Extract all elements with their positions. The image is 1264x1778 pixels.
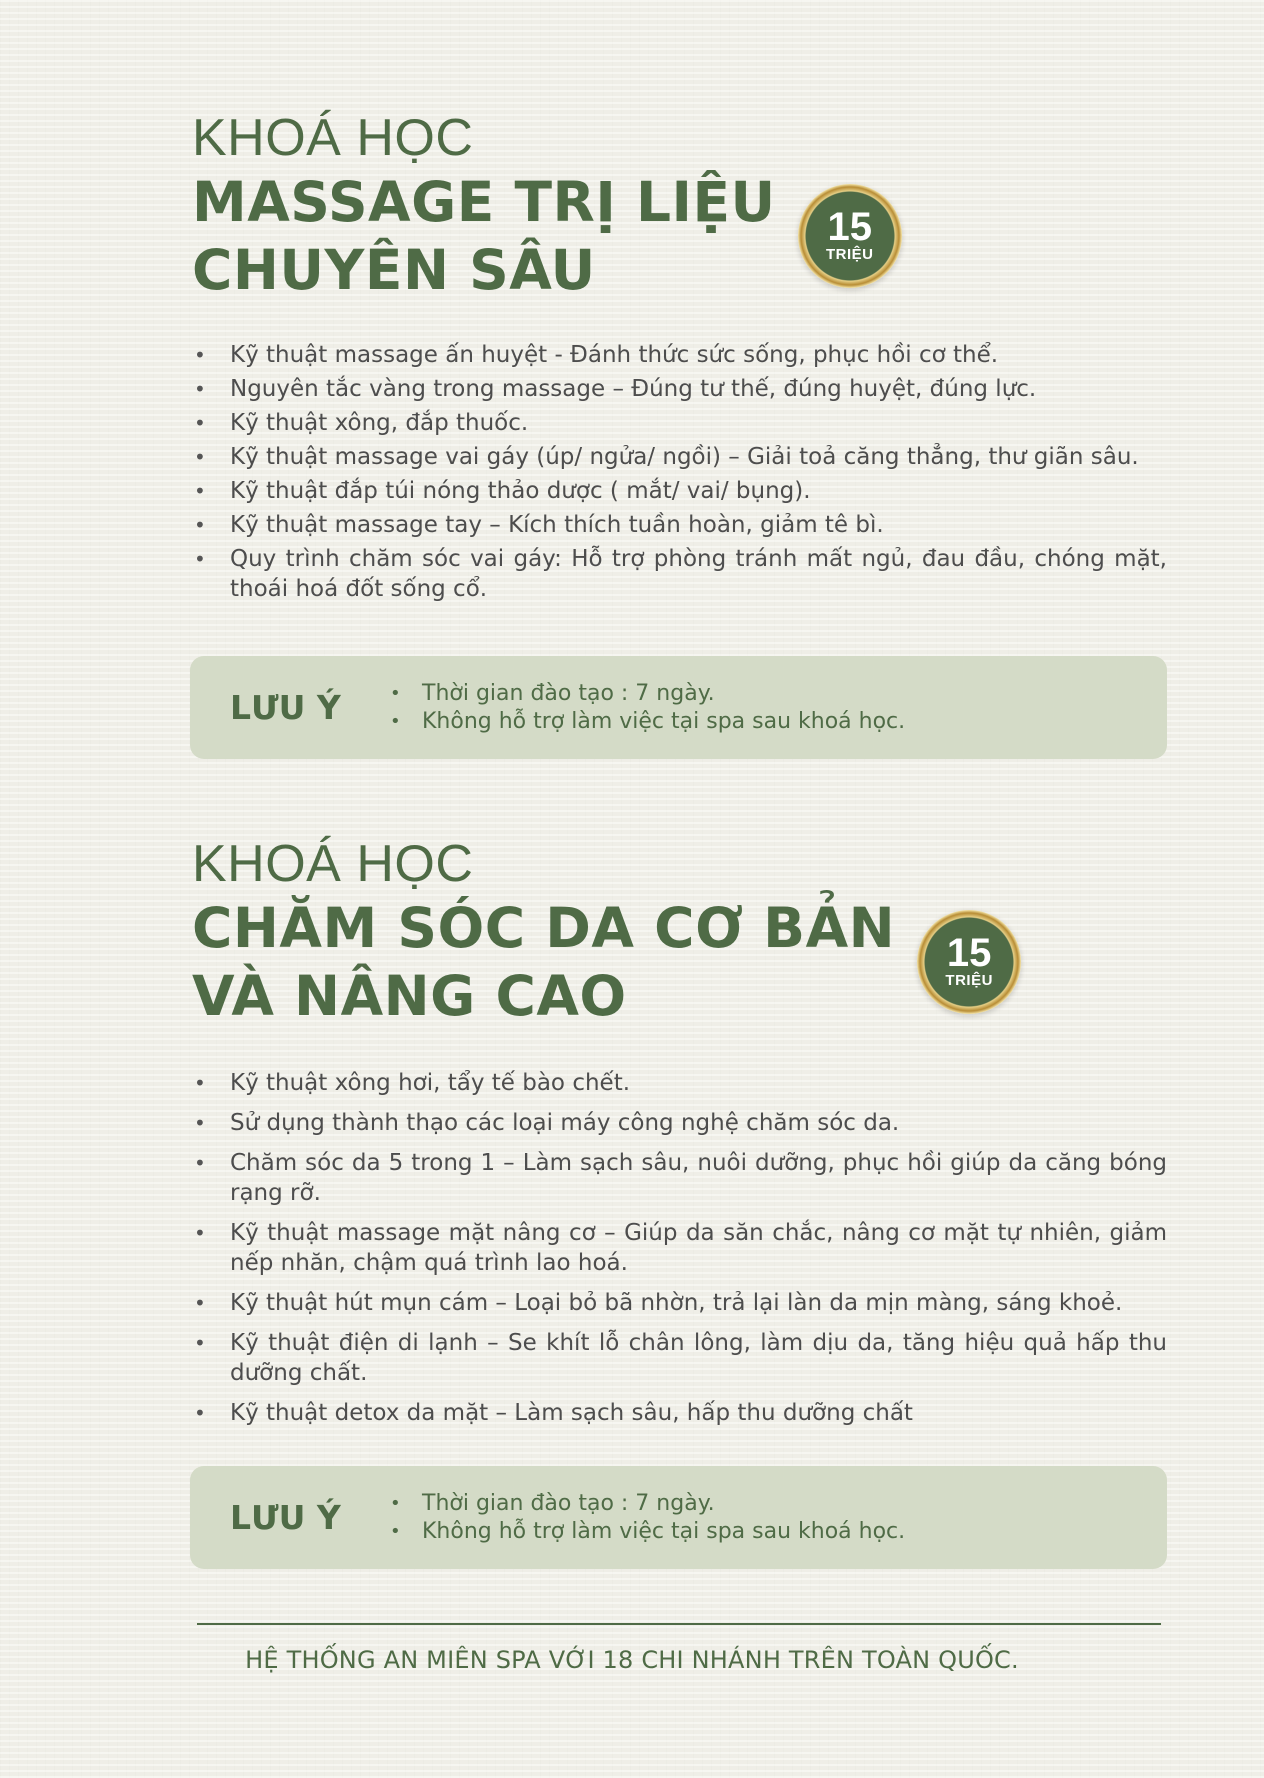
course-title (192, 894, 895, 1030)
course-kicker: KHOÁ HỌC (192, 109, 474, 167)
note-item: • Không hỗ trợ làm việc tại spa sau khoá học. (388, 1518, 905, 1546)
course-title-line1: MASSAGE TRỊ LIỆU (192, 170, 776, 234)
course-kicker: KHOÁ HỌC (192, 835, 474, 893)
list-item: • Kỹ thuật massage tay – Kích thích tuần hoàn, giảm tê bì. (192, 510, 1167, 540)
course-title-row (192, 894, 1167, 1030)
note-item: • Không hỗ trợ làm việc tại spa sau khoá học. (388, 708, 905, 736)
course-skincare-section (192, 834, 1167, 1438)
list-item: • Kỹ thuật massage ấn huyệt - Đánh thức sức sống, phục hồi cơ thể. (192, 340, 1167, 370)
note-list (388, 1490, 905, 1546)
list-item: • Kỹ thuật đắp túi nóng thảo dược ( mắt/ vai/ bụng). (192, 476, 1167, 506)
note-box (190, 656, 1167, 759)
list-item: • Sử dụng thành thạo các loại máy công nghệ chăm sóc da. (192, 1108, 1167, 1138)
list-item: • Kỹ thuật hút mụn cám – Loại bỏ bã nhờn, trả lại làn da mịn màng, sáng khoẻ. (192, 1288, 1167, 1318)
course-title-line1: CHĂM SÓC DA CƠ BẢN (192, 896, 896, 960)
course-massage-section (192, 108, 1167, 608)
list-item: • Kỹ thuật xông, đắp thuốc. (192, 408, 1167, 438)
list-item: • Kỹ thuật detox da mặt – Làm sạch sâu, hấp thu dưỡng chất (192, 1398, 1167, 1428)
note-label: LƯU Ý (230, 1498, 341, 1537)
list-item: • Kỹ thuật massage mặt nâng cơ – Giúp da săn chắc, nâng cơ mặt tự nhiên, giảm nếp nhăn, chậm quá trình lao hoá. (192, 1218, 1167, 1278)
course-title-row (192, 168, 1167, 304)
list-item: • Nguyên tắc vàng trong massage – Đúng tư thế, đúng huyệt, đúng lực. (192, 374, 1167, 404)
footer-text: HỆ THỐNG AN MIÊN SPA VỚI 18 CHI NHÁNH TRÊN TOÀN QUỐC. (245, 1646, 1019, 1674)
course-title-line2: CHUYÊN SÂU (192, 238, 596, 302)
price-number: 15 (946, 931, 992, 975)
list-item: • Kỹ thuật điện di lạnh – Se khít lỗ chân lông, làm dịu da, tăng hiệu quả hấp thu dưỡng chất. (192, 1328, 1167, 1388)
price-unit: TRIỆU (825, 246, 874, 263)
course-title (192, 168, 776, 304)
note-item: • Thời gian đào tạo : 7 ngày. (388, 1490, 905, 1518)
list-item: • Kỹ thuật massage vai gáy (úp/ ngửa/ ngồi) – Giải toả căng thẳng, thư giãn sâu. (192, 442, 1167, 472)
note-box (190, 1466, 1167, 1569)
list-item: • Quy trình chăm sóc vai gáy: Hỗ trợ phòng tránh mất ngủ, đau đầu, chóng mặt, thoái hoá đốt sống cổ. (192, 544, 1167, 604)
footer-divider (197, 1623, 1161, 1625)
feature-list (192, 340, 1167, 604)
note-label: LƯU Ý (230, 688, 341, 727)
feature-list (192, 1068, 1167, 1428)
course-title-line2: VÀ NÂNG CAO (192, 964, 627, 1028)
list-item: • Chăm sóc da 5 trong 1 – Làm sạch sâu, nuôi dưỡng, phục hồi giúp da căng bóng rạng rỡ. (192, 1148, 1167, 1208)
price-badge (917, 910, 1021, 1014)
note-item: • Thời gian đào tạo : 7 ngày. (388, 680, 905, 708)
price-number: 15 (827, 205, 872, 249)
note-list (388, 680, 905, 736)
price-unit: TRIỆU (945, 972, 993, 989)
price-badge (798, 184, 902, 288)
list-item: • Kỹ thuật xông hơi, tẩy tế bào chết. (192, 1068, 1167, 1098)
